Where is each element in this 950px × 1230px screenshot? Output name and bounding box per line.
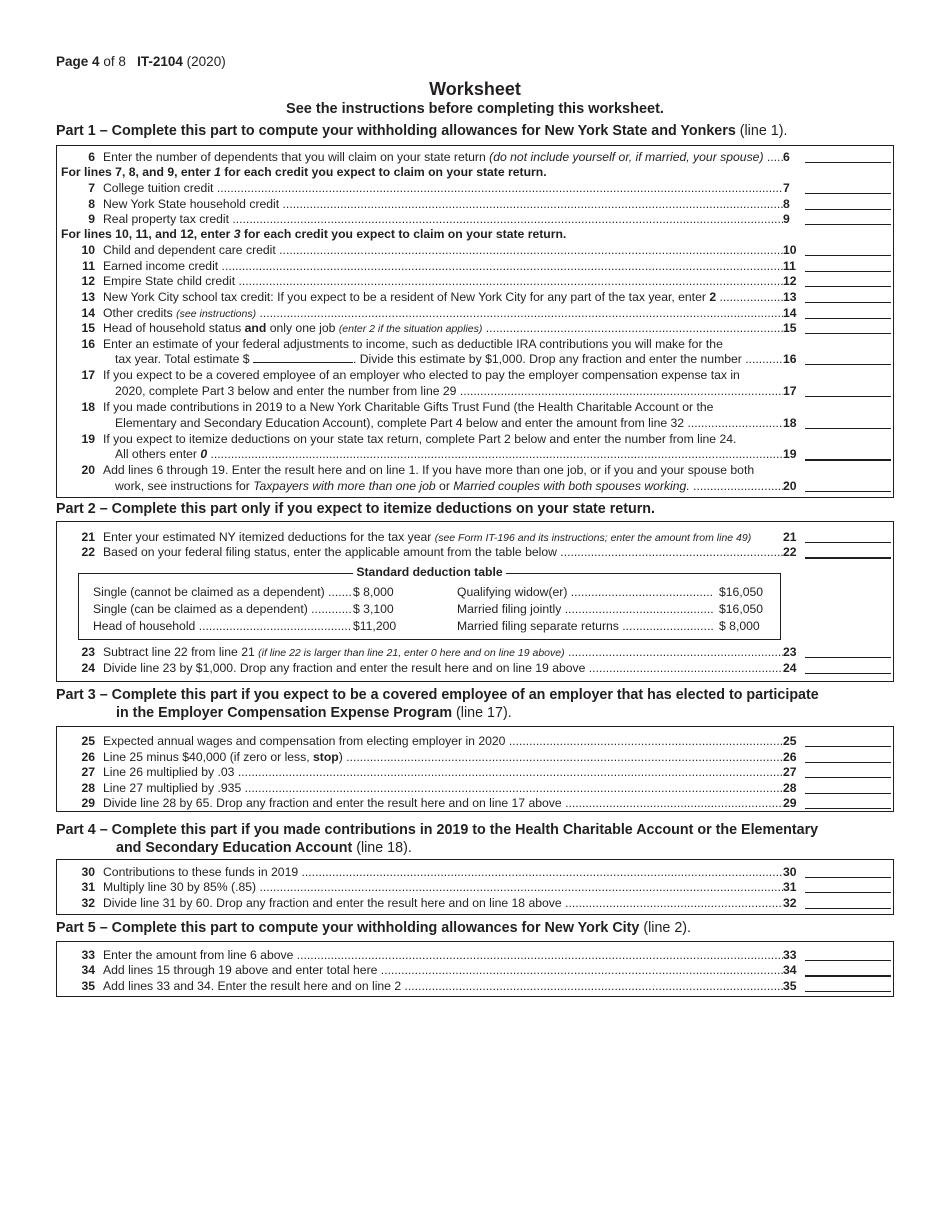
line-26-input[interactable] [805,762,891,763]
page-title: Worksheet [429,79,521,99]
standard-deduction-table [78,565,781,640]
line-13-input[interactable] [805,302,891,303]
page-header [56,54,226,69]
part4-box [56,859,894,915]
line-6: 6 Enter the number of dependents that you will claim on your state return (do not include yourself or, if married, your spouse) ..... 6 [57,149,893,165]
page-of-label: of 8 [103,54,126,69]
line-12-input[interactable] [805,286,891,287]
line-24-input[interactable] [805,673,891,674]
part1-box [56,145,894,498]
deduction-row-3: Head of household ..... $11,200 Married filing separate returns ..... $ 8,000 [79,618,779,634]
line-7: 7 College tuition credit ..... 7 [57,180,893,196]
line-28-input[interactable] [805,793,891,794]
line-27: 27 Line 26 multiplied by .03 ..... 27 [57,764,893,780]
line-33-input[interactable] [805,960,891,961]
line-35: 35 Add lines 33 and 34. Enter the result here and on line 2 ..... 35 [57,978,893,994]
line-32: 32 Divide line 31 by 60. Drop any fraction and enter the result here and on line 18 above ..... 32 [57,895,893,911]
line-15-input[interactable] [805,333,891,334]
line-7-input[interactable] [805,193,891,194]
line-9: 9 Real property tax credit ..... 9 [57,211,893,227]
line-18-cont: Elementary and Secondary Education Account), complete Part 4 below and enter the amount from line 32 ..... 18 [57,415,893,431]
line-14: 14 Other credits (see instructions) ..... 14 [57,305,893,321]
line-28: 28 Line 27 multiplied by .935 ..... 28 [57,780,893,796]
deduction-row-2: Single (can be claimed as a dependent) ..... $ 3,100 Married filing jointly ..... $16,050 [79,601,779,617]
line-18-input[interactable] [805,428,891,429]
credit-instruction-2: For lines 10, 11, and 12, enter 3 for each credit you expect to claim on your state return. [61,227,567,241]
line-23-input[interactable] [805,657,891,658]
page-label: Page [56,54,89,69]
part1-heading: Part 1 – Complete this part to compute your withholding allowances for New York State and Yonkers (line 1). [56,123,788,139]
credit-instruction-1: For lines 7, 8, and 9, enter 1 for each credit you expect to claim on your state return. [61,165,547,179]
line-16-input[interactable] [805,364,891,365]
line-34-input[interactable] [805,975,891,977]
deduction-table-title: Standard deduction table [353,565,505,579]
part2-box [56,521,894,682]
line-22-input[interactable] [805,557,891,559]
line-10-input[interactable] [805,255,891,256]
total-estimate-input[interactable] [253,352,353,363]
line-32-input[interactable] [805,908,891,909]
part4-heading: Part 4 – Complete this part if you made contributions in 2019 to the Health Charitable Account or the Elementary and Secondary Education Account (line 18). [56,822,819,856]
line-30: 30 Contributions to these funds in 2019 ..... 30 [57,864,893,880]
part2-heading: Part 2 – Complete this part only if you expect to itemize deductions on your state return. [56,501,655,517]
line-13: 13 New York City school tax credit: If you expect to be a resident of New York City for any part of the tax year, enter 2 ..... 13 [57,289,893,305]
line-9-input[interactable] [805,224,891,225]
part5-box [56,941,894,997]
deduction-row-1: Single (cannot be claimed as a dependent) ..... $ 8,000 Qualifying widow(er) ..... $16,050 [79,584,779,600]
line-31-input[interactable] [805,892,891,893]
line-16: 16 Enter an estimate of your federal adjustments to income, such as deductible IRA contributions you will make for the [81,337,723,351]
line-14-input[interactable] [805,318,891,319]
line-23: 23 Subtract line 22 from line 21 (if line 22 is larger than line 21, enter 0 here and on line 19 above) ..... 23 [57,644,893,660]
part3-heading: Part 3 – Complete this part if you expect to be a covered employee of an employer that has elected to participate in the Employer Compensation Expense Program (line 17). [56,687,819,721]
line-18: 18 If you made contributions in 2019 to a New York Charitable Gifts Trust Fund (the Health Charitable Account or the [81,400,714,414]
line-25: 25 Expected annual wages and compensation from electing employer in 2020 ..... 25 [57,733,893,749]
line-19-input[interactable] [805,459,891,461]
line-31: 31 Multiply line 30 by 85% (.85) ..... 31 [57,879,893,895]
line-21-input[interactable] [805,542,891,543]
part5-heading: Part 5 – Complete this part to compute your withholding allowances for New York City (line 2). [56,920,692,936]
line-10: 10 Child and dependent care credit ..... 10 [57,242,893,258]
line-24: 24 Divide line 23 by $1,000. Drop any fraction and enter the result here and on line 19 above ..... 24 [57,660,893,676]
line-8: 8 New York State household credit ..... 8 [57,196,893,212]
line-22: 22 Based on your federal filing status, enter the applicable amount from the table below ..... 22 [57,544,893,560]
line-25-input[interactable] [805,746,891,747]
line-29: 29 Divide line 28 by 65. Drop any fraction and enter the result here and on line 17 above ..... 29 [57,795,893,811]
line-8-input[interactable] [805,209,891,210]
line-12: 12 Empire State child credit ..... 12 [57,273,893,289]
line-19: 19 If you expect to itemize deductions on your state tax return, complete Part 2 below and enter the number from line 24. [81,432,737,446]
line-27-input[interactable] [805,777,891,778]
line-20: 20 Add lines 6 through 19. Enter the result here and on line 1. If you have more than one job, or if you and your spouse both [81,463,755,477]
line-29-input[interactable] [805,808,891,809]
line-17-input[interactable] [805,396,891,397]
line-20-input[interactable] [805,491,891,492]
page-number: 4 [92,54,100,69]
line-30-input[interactable] [805,877,891,878]
line-26: 26 Line 25 minus $40,000 (if zero or less, stop) ..... 26 [57,749,893,765]
line-35-input[interactable] [805,991,891,992]
form-year: (2020) [186,54,226,69]
line-17: 17 If you expect to be a covered employee of an employer who elected to pay the employer compensation expense tax in [81,368,740,382]
line-34: 34 Add lines 15 through 19 above and enter total here ..... 34 [57,962,893,978]
form-id: IT-2104 [137,54,183,69]
line-19-cont: All others enter 0 ..... 19 [57,446,893,462]
line-21: 21 Enter your estimated NY itemized deductions for the tax year (see Form IT-196 and its instructions; enter the amount from line 49) 21 [57,529,893,545]
line-6-input[interactable] [805,162,891,163]
line-16-cont: tax year. Total estimate $ . Divide this estimate by $1,000. Drop any fraction and enter the number ..... 16 [57,351,893,367]
line-15: 15 Head of household status and only one job (enter 2 if the situation applies) ..... 15 [57,320,893,336]
line-20-cont: work, see instructions for Taxpayers with more than one job or Married couples with both spouses working. ..... 20 [57,478,893,494]
line-33: 33 Enter the amount from line 6 above ..... 33 [57,947,893,963]
line-11-input[interactable] [805,271,891,272]
line-17-cont: 2020, complete Part 3 below and enter the number from line 29 ..... 17 [57,383,893,399]
page-subtitle: See the instructions before completing this worksheet. [286,101,664,117]
part3-box [56,726,894,812]
line-11: 11 Earned income credit ..... 11 [57,258,893,274]
